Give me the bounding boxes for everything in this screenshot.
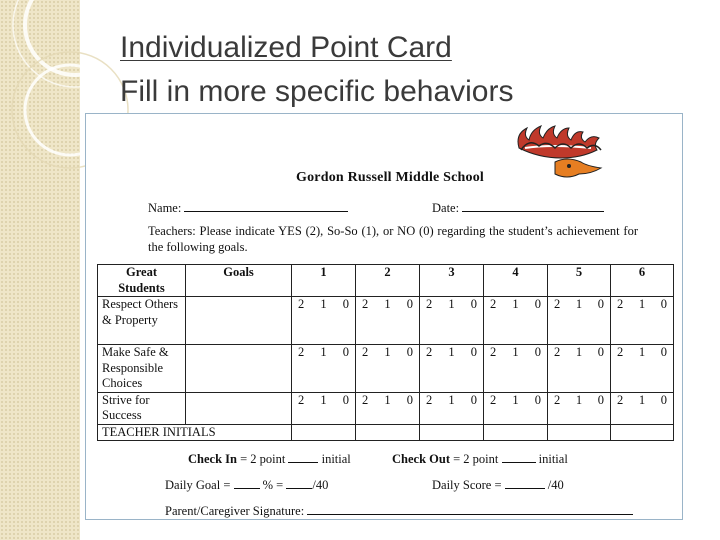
rating-scale	[296, 393, 351, 409]
rating-option[interactable]: 2	[554, 345, 561, 359]
goal-cell[interactable]	[186, 392, 292, 424]
daily-score-total: /40	[547, 478, 564, 492]
rating-option[interactable]: 1	[448, 345, 455, 359]
rating-option[interactable]: 1	[384, 392, 391, 407]
rating-scale	[424, 393, 479, 409]
rating-option[interactable]: 1	[638, 392, 646, 407]
rating-scale-cell[interactable]	[484, 392, 548, 424]
initials-cell[interactable]	[420, 424, 484, 441]
rating-option[interactable]: 1	[575, 392, 583, 407]
rating-option[interactable]: 1	[320, 345, 327, 359]
daily-score-row	[432, 476, 564, 493]
rating-option[interactable]: 0	[342, 297, 349, 311]
name-label: Name:	[148, 201, 182, 215]
eagle-logo-icon	[511, 118, 607, 188]
rating-scale	[615, 393, 669, 409]
name-row	[148, 199, 348, 216]
rating-scale-cell[interactable]	[292, 297, 356, 345]
rating-option[interactable]: 1	[575, 297, 583, 311]
rating-scale	[360, 297, 415, 313]
daily-goal-percent: % =	[262, 478, 284, 492]
goal-label: Strive for Success	[98, 392, 186, 424]
rating-option[interactable]: 0	[660, 345, 667, 359]
rating-option[interactable]: 2	[490, 345, 497, 359]
daily-goal-field[interactable]	[234, 476, 260, 489]
date-label: Date:	[432, 201, 460, 215]
date-row	[432, 199, 604, 216]
teacher-initials-row	[98, 424, 674, 441]
rating-option[interactable]: 1	[512, 392, 519, 407]
rating-option[interactable]: 1	[448, 392, 455, 407]
rating-option[interactable]: 2	[617, 297, 624, 311]
rating-scale	[488, 297, 543, 313]
rating-scale-cell[interactable]	[548, 297, 611, 345]
rating-scale	[424, 345, 479, 361]
rating-option[interactable]: 0	[534, 345, 541, 359]
signature-field[interactable]	[307, 502, 633, 515]
header-period-2: 2	[356, 265, 420, 297]
rating-option[interactable]: 1	[448, 297, 455, 311]
rating-scale-cell[interactable]	[356, 297, 420, 345]
rating-scale	[488, 345, 543, 361]
daily-score-label: Daily Score =	[432, 478, 502, 492]
daily-goal-total: /40	[312, 478, 329, 492]
daily-goal-points-field[interactable]	[286, 476, 312, 489]
goals-table	[97, 264, 674, 441]
rating-scale-cell[interactable]	[356, 345, 420, 393]
goal-label: Make Safe & Responsible Choices	[98, 345, 186, 393]
rating-option[interactable]: 0	[660, 392, 667, 407]
rating-option[interactable]: 0	[534, 392, 541, 407]
rating-option[interactable]: 0	[470, 345, 477, 359]
rating-scale	[615, 297, 669, 313]
rating-scale	[552, 393, 606, 409]
header-period-1: 1	[292, 265, 356, 297]
daily-goal-row	[165, 476, 328, 493]
rating-option[interactable]: 2	[617, 392, 624, 407]
initials-cell[interactable]	[292, 424, 356, 441]
header-period-5: 5	[548, 265, 611, 297]
rating-scale	[424, 297, 479, 313]
school-name: Gordon Russell Middle School	[296, 170, 485, 185]
rating-scale	[296, 345, 351, 361]
rating-option[interactable]: 2	[554, 297, 561, 311]
header-period-3: 3	[420, 265, 484, 297]
rating-option[interactable]: 0	[470, 392, 477, 407]
rating-option[interactable]: 0	[342, 392, 349, 407]
rating-option[interactable]: 1	[638, 297, 646, 311]
rating-option[interactable]: 0	[660, 297, 667, 311]
initials-cell[interactable]	[484, 424, 548, 441]
rating-option[interactable]: 2	[426, 392, 433, 407]
check-out-text: = 2 point	[453, 452, 499, 466]
rating-option[interactable]: 1	[320, 297, 327, 311]
header-period-6: 6	[611, 265, 674, 297]
point-card-document	[85, 113, 683, 520]
check-in-suffix: initial	[321, 452, 351, 466]
rating-scale-cell[interactable]	[611, 297, 674, 345]
rating-scale	[360, 393, 415, 409]
rating-scale-cell[interactable]	[611, 392, 674, 424]
rating-option[interactable]: 0	[597, 392, 604, 407]
check-out-field[interactable]	[502, 450, 536, 463]
initials-cell[interactable]	[548, 424, 611, 441]
header-goals: Goals	[186, 265, 292, 297]
rating-scale-cell[interactable]	[484, 297, 548, 345]
header-great-students: Great Students	[98, 265, 186, 297]
rating-option[interactable]: 2	[426, 297, 433, 311]
table-header-row	[98, 265, 674, 297]
slide-title-line2: Fill in more specific behaviors	[120, 75, 514, 108]
rating-option[interactable]: 2	[362, 345, 369, 359]
table-row	[98, 345, 674, 393]
rating-scale-cell[interactable]	[356, 392, 420, 424]
rating-option[interactable]: 2	[426, 345, 433, 359]
check-in-text: = 2 point	[240, 452, 286, 466]
rating-option[interactable]: 1	[384, 345, 391, 359]
rating-option[interactable]: 1	[512, 297, 519, 311]
check-out-row	[392, 450, 568, 467]
rating-option[interactable]: 1	[575, 345, 583, 359]
check-in-row	[188, 450, 351, 467]
rating-scale	[488, 393, 543, 409]
rating-scale-cell[interactable]	[420, 297, 484, 345]
slide-title	[120, 26, 513, 114]
rating-option[interactable]: 2	[617, 345, 624, 359]
initials-cell[interactable]	[611, 424, 674, 441]
teacher-instructions: Teachers: Please indicate YES (2), So-So (1), or NO (0) regarding the student’s achievement for the following goals.	[148, 224, 638, 254]
check-out-suffix: initial	[538, 452, 568, 466]
rating-option[interactable]: 2	[490, 297, 497, 311]
header-period-4: 4	[484, 265, 548, 297]
rating-scale	[552, 297, 606, 313]
rating-scale-cell[interactable]	[484, 345, 548, 393]
rating-option[interactable]: 1	[638, 345, 646, 359]
signature-row	[165, 502, 633, 519]
rating-option[interactable]: 0	[470, 297, 477, 311]
rating-scale	[615, 345, 669, 361]
rating-option[interactable]: 0	[597, 345, 604, 359]
rating-scale-cell[interactable]	[548, 392, 611, 424]
rating-option[interactable]: 2	[298, 345, 305, 359]
goal-cell[interactable]	[186, 345, 292, 393]
goal-label: Respect Others & Property	[98, 297, 186, 345]
initials-cell[interactable]	[356, 424, 420, 441]
rating-option[interactable]: 2	[298, 297, 305, 311]
decorative-left-strip	[0, 0, 80, 540]
check-in-field[interactable]	[288, 450, 318, 463]
rating-scale	[296, 297, 351, 313]
rating-scale-cell[interactable]	[292, 345, 356, 393]
slide-title-line1: Individualized Point Card	[120, 31, 452, 64]
rating-option[interactable]: 0	[406, 297, 413, 311]
name-field[interactable]	[184, 199, 348, 212]
rating-scale	[360, 345, 415, 361]
check-out-label: Check Out	[392, 452, 450, 466]
rating-option[interactable]: 2	[362, 392, 369, 407]
rating-option[interactable]: 2	[490, 392, 497, 407]
rating-option[interactable]: 2	[554, 392, 561, 407]
rating-option[interactable]: 1	[320, 392, 327, 407]
rating-option[interactable]: 0	[406, 392, 413, 407]
table-row	[98, 297, 674, 345]
rating-option[interactable]: 1	[384, 297, 391, 311]
check-in-label: Check In	[188, 452, 237, 466]
rating-option[interactable]: 2	[298, 392, 305, 407]
goal-cell[interactable]	[186, 297, 292, 345]
rating-scale-cell[interactable]	[420, 392, 484, 424]
rating-option[interactable]: 0	[534, 297, 541, 311]
table-row	[98, 392, 674, 424]
daily-score-field[interactable]	[505, 476, 545, 489]
date-field[interactable]	[462, 199, 604, 212]
daily-goal-label: Daily Goal =	[165, 478, 231, 492]
rating-scale-cell[interactable]	[548, 345, 611, 393]
rating-scale-cell[interactable]	[611, 345, 674, 393]
rating-option[interactable]: 2	[362, 297, 369, 311]
rating-scale	[552, 345, 606, 361]
rating-option[interactable]: 1	[512, 345, 519, 359]
signature-label: Parent/Caregiver Signature:	[165, 504, 305, 518]
rating-option[interactable]: 0	[342, 345, 349, 359]
rating-scale-cell[interactable]	[292, 392, 356, 424]
teacher-initials-label: TEACHER INITIALS	[98, 424, 292, 441]
rating-option[interactable]: 0	[597, 297, 604, 311]
rating-option[interactable]: 0	[406, 345, 413, 359]
rating-scale-cell[interactable]	[420, 345, 484, 393]
